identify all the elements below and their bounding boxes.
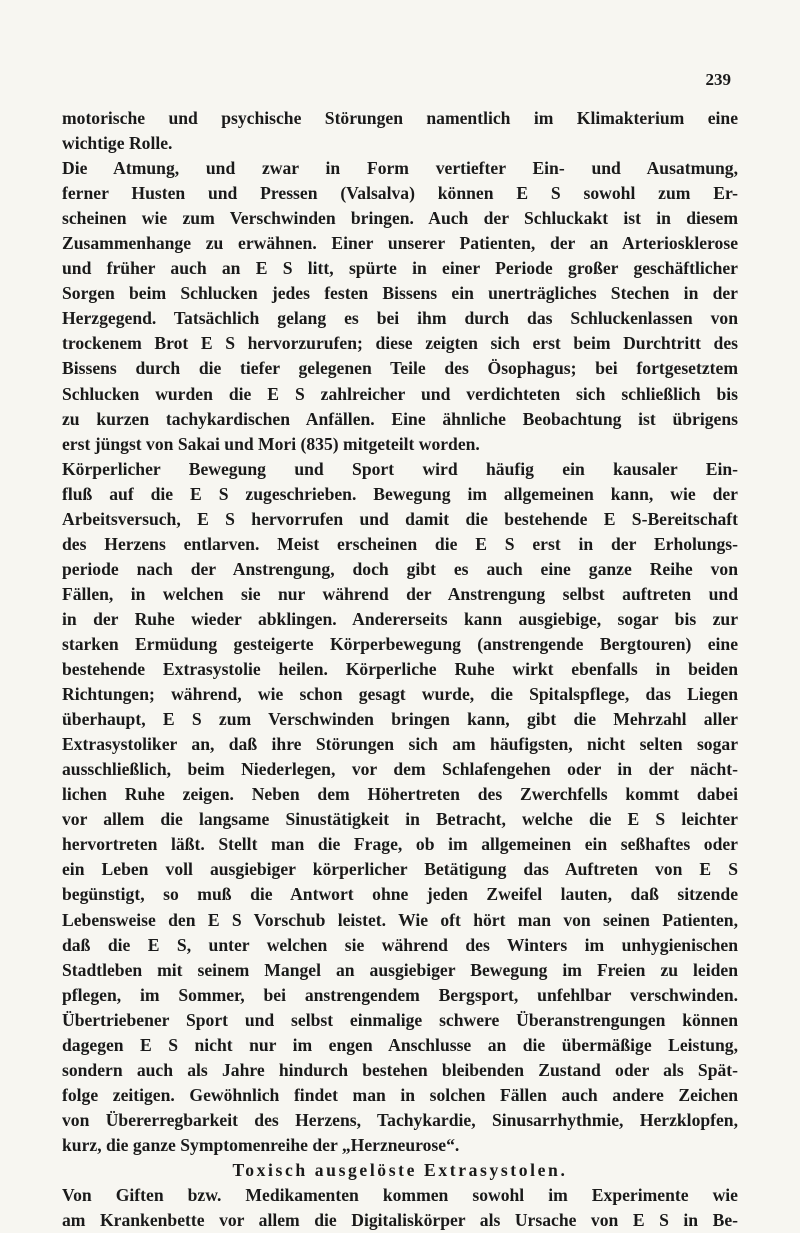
text-line: und früher auch an E S litt, spürte in einer Periode großer geschäftlicher bbox=[62, 258, 738, 279]
text-line: Sorgen beim Schlucken jedes festen Bissens ein unerträgliches Stechen in der bbox=[62, 283, 738, 304]
text-line: Extrasystoliker an, daß ihre Störungen sich am häufigsten, nicht selten sogar bbox=[62, 734, 738, 755]
text-line: sondern auch als Jahre hindurch bestehen bleibenden Zustand oder als Spät- bbox=[62, 1059, 738, 1080]
text-line: dagegen E S nicht nur im engen Anschlusse an die übermäßige Leistung, bbox=[62, 1034, 738, 1055]
text-line: Fällen, in welchen sie nur während der Anstrengung selbst auftreten und bbox=[62, 583, 738, 604]
text-line: folge zeitigen. Gewöhnlich findet man in solchen Fällen auch andere Zeichen bbox=[62, 1084, 738, 1105]
text-line: Von Giften bzw. Medikamenten kommen sowohl im Experimente wie bbox=[62, 1185, 738, 1206]
text-line: überhaupt, E S zum Verschwinden bringen kann, gibt die Mehrzahl aller bbox=[62, 709, 738, 730]
section-heading: Toxisch ausgelöste Extrasystolen. bbox=[232, 1159, 568, 1180]
text-line: Herzgegend. Tatsächlich gelang es bei ihm durch das Schluckenlassen von bbox=[62, 308, 738, 329]
text-line: fluß auf die E S zugeschrieben. Bewegung im allgemeinen kann, wie der bbox=[62, 483, 738, 504]
text-line: Arbeitsversuch, E S hervorrufen und damit die bestehende E S-Bereitschaft bbox=[62, 508, 738, 529]
text-line: Übertriebener Sport und selbst einmalige schwere Überanstrengungen können bbox=[62, 1009, 738, 1030]
text-line: zu kurzen tachykardischen Anfällen. Eine ähnliche Beobachtung ist übrigens bbox=[62, 408, 738, 429]
text-line: bestehende Extrasystolie heilen. Körperliche Ruhe wirkt ebenfalls in beiden bbox=[62, 659, 738, 680]
text-line: trockenem Brot E S hervorzurufen; diese zeigten sich erst beim Durchtritt des bbox=[62, 333, 738, 354]
text-line: Stadtleben mit seinem Mangel an ausgiebiger Bewegung im Freien zu leiden bbox=[62, 959, 738, 980]
page-number: 239 bbox=[705, 70, 731, 89]
text-line: Zusammenhange zu erwähnen. Einer unserer Patienten, der an Arteriosklerose bbox=[62, 233, 738, 254]
text-line: Bissens durch die tiefer gelegenen Teile des Ösophagus; bei fortgesetztem bbox=[62, 358, 738, 379]
text-line: ein Leben voll ausgiebiger körperlicher Betätigung das Auftreten von E S bbox=[62, 859, 738, 880]
text-line: motorische und psychische Störungen namentlich im Klimakterium eine bbox=[62, 108, 738, 128]
text-line: vor allem die langsame Sinustätigkeit in Betracht, welche die E S leichter bbox=[62, 809, 738, 830]
text-line: hervortreten läßt. Stellt man die Frage, ob im allgemeinen ein seßhaftes oder bbox=[62, 834, 738, 855]
text-line: periode nach der Anstrengung, doch gibt es auch eine ganze Reihe von bbox=[62, 558, 738, 579]
text-line: kurz, die ganze Symptomenreihe der „Herzneurose“. bbox=[62, 1134, 460, 1155]
text-line: scheinen wie zum Verschwinden bringen. Auch der Schluckakt ist in diesem bbox=[62, 208, 738, 229]
text-line: starken Ermüdung gesteigerte Körperbewegung (anstrengende Bergtouren) eine bbox=[62, 633, 738, 654]
text-line: lichen Ruhe zeigen. Neben dem Höhertreten des Zwerchfells kommt dabei bbox=[62, 784, 738, 805]
text-line: daß die E S, unter welchen sie während des Winters im unhygienischen bbox=[62, 934, 738, 955]
body-text bbox=[62, 106, 738, 1233]
text-line: am Krankenbette vor allem die Digitaliskörper als Ursache von E S in Be- bbox=[62, 1210, 738, 1231]
text-line: Richtungen; während, wie schon gesagt wurde, die Spitalspflege, das Liegen bbox=[62, 684, 738, 705]
text-line: Die Atmung, und zwar in Form vertiefter Ein- und Ausatmung, bbox=[62, 158, 738, 179]
text-line: in der Ruhe wieder abklingen. Andererseits kann ausgiebige, sogar bis zur bbox=[62, 608, 738, 629]
text-line: erst jüngst von Sakai und Mori (835) mitgeteilt worden. bbox=[62, 433, 480, 454]
text-line: Schlucken wurden die E S zahlreicher und verdichteten sich schließlich bis bbox=[62, 383, 738, 404]
text-line: ausschließlich, beim Niederlegen, vor dem Schlafengehen oder in der nächt- bbox=[62, 759, 738, 780]
text-line: pflegen, im Sommer, bei anstrengendem Bergsport, unfehlbar verschwinden. bbox=[62, 984, 738, 1005]
text-line: begünstigt, so muß die Antwort ohne jeden Zweifel lauten, daß sitzende bbox=[62, 884, 738, 905]
text-line: des Herzens entlarven. Meist erscheinen die E S erst in der Erholungs- bbox=[62, 533, 738, 554]
text-line: ferner Husten und Pressen (Valsalva) können E S sowohl zum Er- bbox=[62, 183, 738, 204]
text-line: von Übererregbarkeit des Herzens, Tachykardie, Sinusarrhythmie, Herzklopfen, bbox=[62, 1109, 738, 1130]
text-line: Lebensweise den E S Vorschub leistet. Wie oft hört man von seinen Patienten, bbox=[62, 909, 738, 930]
text-line: Körperlicher Bewegung und Sport wird häufig ein kausaler Ein- bbox=[62, 458, 738, 479]
text-line: wichtige Rolle. bbox=[62, 133, 173, 154]
